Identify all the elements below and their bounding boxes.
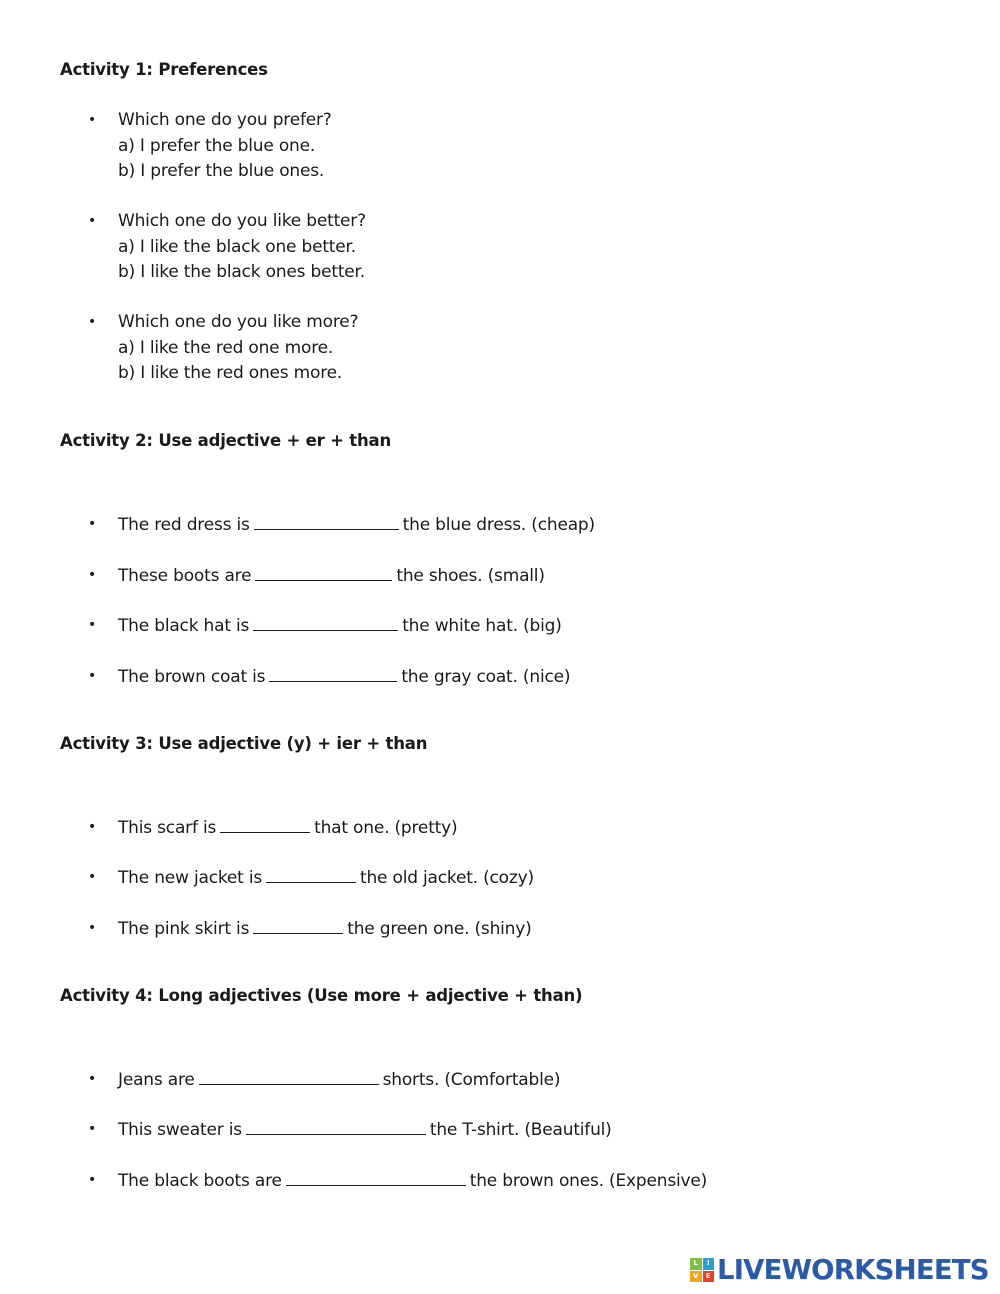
sentence-end: the gray coat. (nice) — [401, 667, 571, 687]
sentence-end: the old jacket. (cozy) — [360, 868, 534, 888]
option-a[interactable]: a) I prefer the blue one. — [118, 135, 316, 156]
sentence-end: the blue dress. (cheap) — [402, 515, 595, 535]
bullet-icon: • — [88, 567, 97, 583]
bullet-icon: • — [88, 213, 97, 229]
option-b[interactable]: b) I like the red ones more. — [118, 363, 343, 383]
bullet-icon: • — [88, 1121, 97, 1137]
bullet-icon: • — [88, 112, 97, 128]
sentence-start: The new jacket is — [118, 868, 262, 888]
answer-blank[interactable] — [254, 512, 399, 530]
activity-2-heading: Activity 2: Use adjective + er + than — [60, 431, 392, 450]
sentence-start: The brown coat is — [118, 667, 266, 687]
bullet-icon: • — [88, 1071, 97, 1087]
sentence-start: The black hat is — [118, 616, 250, 636]
sentence-end: the green one. (shiny) — [347, 919, 532, 939]
bullet-icon: • — [88, 668, 97, 684]
bullet-icon: • — [88, 1172, 97, 1188]
answer-blank[interactable] — [253, 916, 343, 934]
answer-blank[interactable] — [266, 865, 356, 883]
option-a[interactable]: a) I like the red one more. — [118, 337, 334, 358]
bullet-icon: • — [88, 869, 97, 885]
bullet-icon: • — [88, 819, 97, 835]
question-text: Which one do you like more? — [118, 312, 359, 332]
bullet-icon: • — [88, 314, 97, 330]
logo-mark-icon: L I V E — [690, 1258, 714, 1282]
answer-blank[interactable] — [269, 664, 397, 682]
sentence-end: the white hat. (big) — [402, 616, 562, 636]
answer-blank[interactable] — [253, 613, 398, 631]
sentence-start: This scarf is — [118, 818, 217, 838]
sentence-start: The black boots are — [118, 1171, 282, 1191]
answer-blank[interactable] — [246, 1117, 426, 1135]
bullet-icon: • — [88, 617, 97, 633]
option-b[interactable]: b) I like the black ones better. — [118, 262, 365, 282]
sentence-end: the shoes. (small) — [396, 566, 545, 586]
activity-1-heading: Activity 1: Preferences — [60, 60, 268, 79]
option-a[interactable]: a) I like the black one better. — [118, 236, 356, 257]
sentence-end: that one. (pretty) — [314, 818, 458, 838]
sentence-start: The red dress is — [118, 515, 250, 535]
bullet-icon: • — [88, 920, 97, 936]
answer-blank[interactable] — [199, 1067, 379, 1085]
activity-3-heading: Activity 3: Use adjective (y) + ier + than — [60, 734, 428, 753]
logo-text: LIVEWORKSHEETS — [717, 1254, 989, 1286]
sentence-start: These boots are — [118, 566, 252, 586]
sentence-end: the brown ones. (Expensive) — [469, 1171, 708, 1191]
sentence-start: This sweater is — [118, 1120, 242, 1140]
sentence-end: shorts. (Comfortable) — [382, 1070, 561, 1090]
bullet-icon: • — [88, 516, 97, 532]
answer-blank[interactable] — [286, 1168, 466, 1186]
sentence-start: The pink skirt is — [118, 919, 250, 939]
option-b[interactable]: b) I prefer the blue ones. — [118, 161, 325, 181]
question-text: Which one do you like better? — [118, 211, 366, 231]
sentence-end: the T-shirt. (Beautiful) — [429, 1120, 612, 1140]
answer-blank[interactable] — [220, 815, 310, 833]
liveworksheets-logo — [690, 1254, 989, 1286]
sentence-start: Jeans are — [118, 1070, 195, 1090]
activity-4-heading: Activity 4: Long adjectives (Use more + adjective + than) — [60, 986, 583, 1005]
question-text: Which one do you prefer? — [118, 110, 332, 130]
answer-blank[interactable] — [255, 563, 392, 581]
